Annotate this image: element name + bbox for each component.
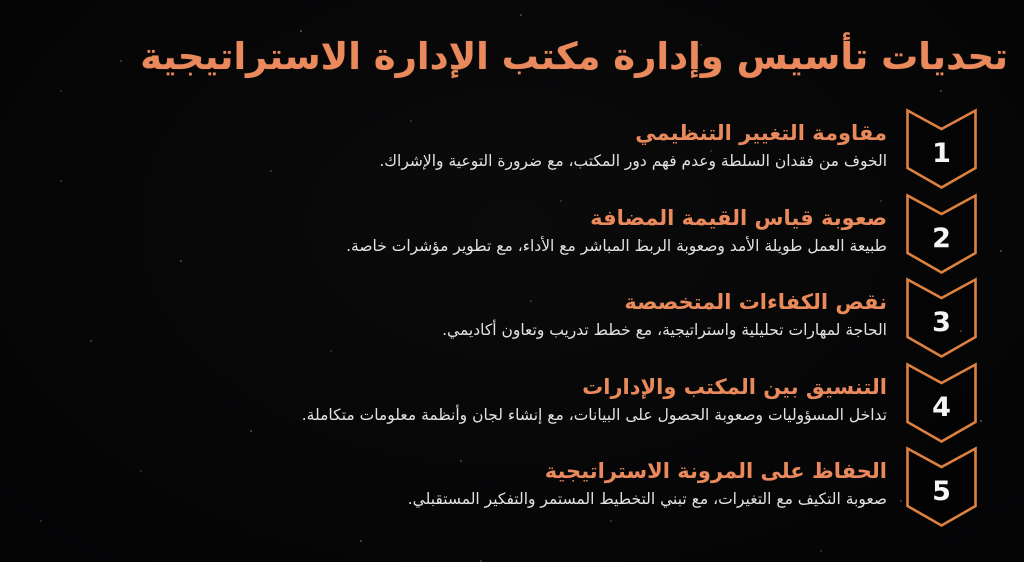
- item-heading: التنسيق بين المكتب والإدارات: [582, 374, 887, 399]
- chevron-badge-2: [905, 193, 978, 275]
- item-number: 3: [932, 307, 951, 338]
- item-text-block: [30, 362, 887, 427]
- item-text-block: [30, 277, 887, 342]
- item-text-block: [30, 108, 887, 173]
- item-heading: الحفاظ على المرونة الاستراتيجية: [544, 459, 887, 483]
- chevron-ribbon-icon: [905, 362, 978, 444]
- item-number: 5: [932, 476, 951, 507]
- page-title: تحديات تأسيس وإدارة مكتب الإدارة الاستراتيجية: [140, 35, 1008, 78]
- item-heading: مقاومة التغيير التنظيمي: [635, 121, 887, 145]
- chevron-ribbon-icon: [905, 446, 978, 528]
- chevron-badge-4: [905, 362, 978, 444]
- chevron-badge-1: [905, 108, 978, 190]
- item-text-block: [30, 446, 887, 511]
- item-text-block: [30, 193, 887, 258]
- item-description: الحاجة لمهارات تحليلية واستراتيجية، مع خطط تدريب وتعاون أكاديمي.: [442, 321, 887, 340]
- challenges-list: [30, 108, 978, 531]
- item-number: 4: [932, 391, 951, 423]
- item-heading: نقص الكفاءات المتخصصة: [624, 290, 887, 314]
- challenge-item-2: [30, 193, 978, 278]
- chevron-badge-3: [905, 277, 978, 359]
- challenge-item-4: [30, 362, 978, 447]
- item-description: الخوف من فقدان السلطة وعدم فهم دور المكتب، مع ضرورة التوعية والإشراك.: [379, 152, 887, 171]
- chevron-ribbon-icon: [905, 277, 978, 359]
- item-heading: صعوبة قياس القيمة المضافة: [590, 205, 887, 230]
- challenge-item-3: [30, 277, 978, 362]
- challenge-item-1: [30, 108, 978, 193]
- starfield-decoration: [0, 0, 2, 2]
- item-description: صعوبة التكيف مع التغيرات، مع تبني التخطيط المستمر والتفكير المستقبلي.: [407, 490, 887, 509]
- item-description: طبيعة العمل طويلة الأمد وصعوبة الربط المباشر مع الأداء، مع تطوير مؤشرات خاصة.: [346, 236, 887, 255]
- chevron-badge-5: [905, 446, 978, 528]
- item-number: 2: [932, 222, 951, 254]
- chevron-ribbon-icon: [905, 108, 978, 190]
- item-description: تداخل المسؤوليات وصعوبة الحصول على البيانات، مع إنشاء لجان وأنظمة معلومات متكاملة.: [301, 405, 887, 424]
- item-number: 1: [932, 138, 951, 169]
- chevron-ribbon-icon: [905, 193, 978, 275]
- challenge-item-5: [30, 446, 978, 531]
